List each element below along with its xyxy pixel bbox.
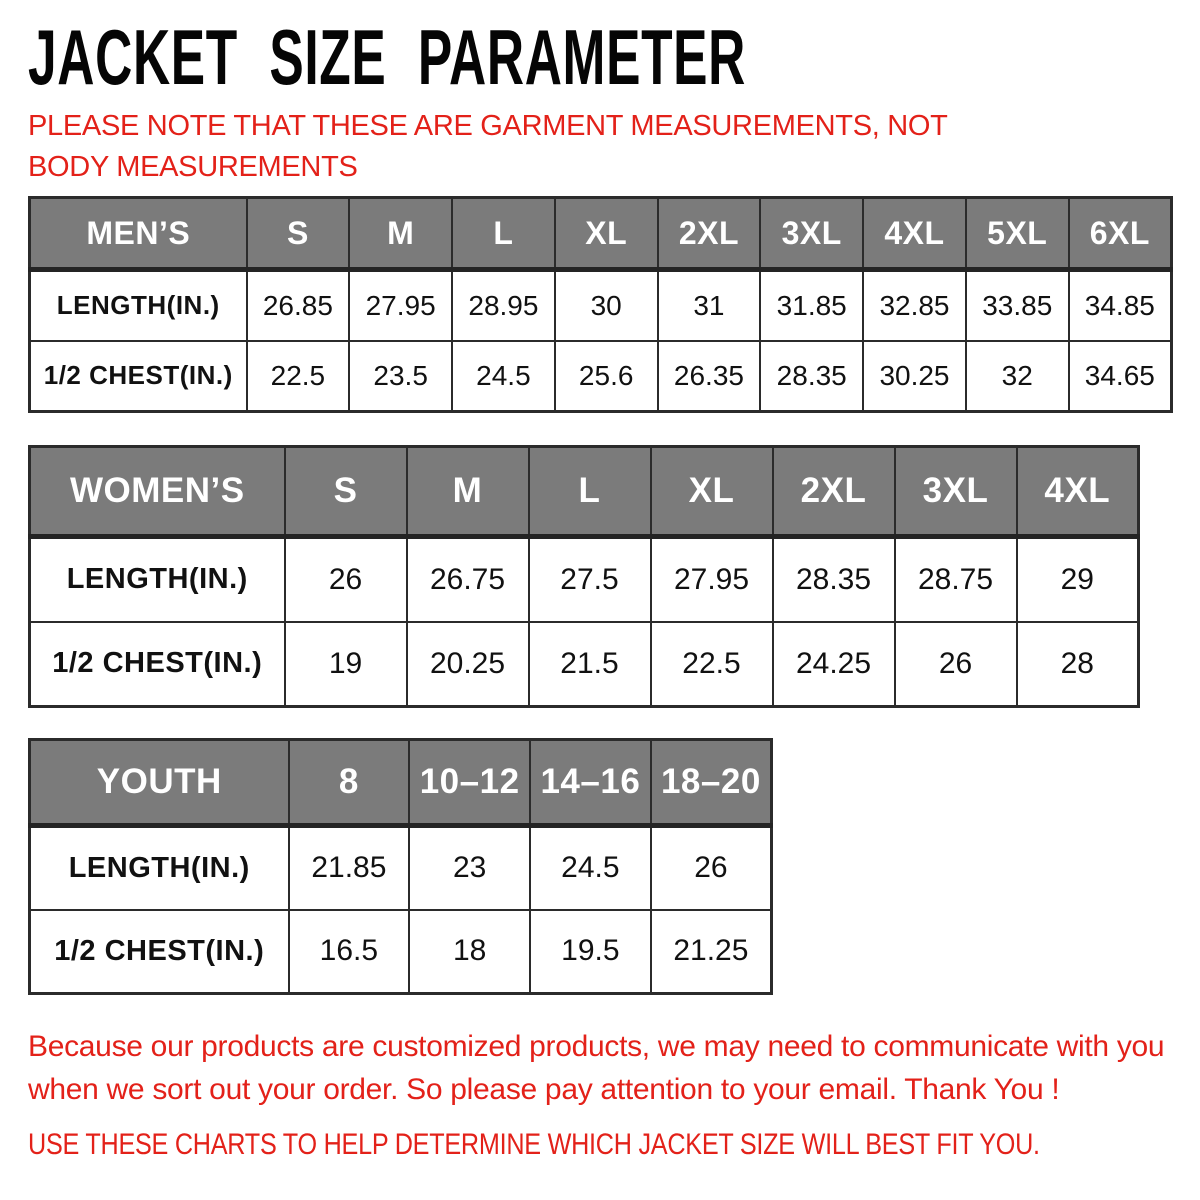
womens-table-title-cell: WOMEN’S <box>30 447 285 537</box>
row-label-cell: LENGTH(IN.) <box>30 826 289 910</box>
size-value-cell: 21.85 <box>289 826 410 910</box>
size-value-cell: 24.25 <box>773 622 895 707</box>
size-value-cell: 33.85 <box>966 270 1069 341</box>
size-column-header: M <box>407 447 529 537</box>
row-label-cell: LENGTH(IN.) <box>30 537 285 622</box>
size-column-header: 18–20 <box>651 740 772 826</box>
size-value-cell: 31.85 <box>760 270 863 341</box>
size-value-cell: 28.35 <box>773 537 895 622</box>
size-value-cell: 34.65 <box>1069 341 1172 412</box>
garment-measurement-note: PLEASE NOTE THAT THESE ARE GARMENT MEASUREMENTS, NOT BODY MEASUREMENTS <box>28 110 948 184</box>
size-value-cell: 27.95 <box>651 537 773 622</box>
row-label-cell: 1/2 CHEST(IN.) <box>30 910 289 994</box>
size-column-header: 5XL <box>966 198 1069 270</box>
size-column-header: M <box>349 198 452 270</box>
size-column-header: 8 <box>289 740 410 826</box>
size-value-cell: 32 <box>966 341 1069 412</box>
chart-usage-instruction: USE THESE CHARTS TO HELP DETERMINE WHICH JACKET SIZE WILL BEST FIT YOU. <box>28 1128 1040 1161</box>
size-value-cell: 20.25 <box>407 622 529 707</box>
youth-table-title-cell: YOUTH <box>30 740 289 826</box>
size-value-cell: 23 <box>409 826 530 910</box>
size-value-cell: 19 <box>285 622 407 707</box>
table-row <box>30 910 772 994</box>
size-value-cell: 21.25 <box>651 910 772 994</box>
size-value-cell: 27.95 <box>349 270 452 341</box>
table-row <box>30 826 772 910</box>
table-row <box>30 341 1172 412</box>
size-value-cell: 22.5 <box>247 341 350 412</box>
size-value-cell: 27.5 <box>529 537 651 622</box>
size-column-header: L <box>452 198 555 270</box>
size-value-cell: 28.95 <box>452 270 555 341</box>
size-column-header: L <box>529 447 651 537</box>
size-column-header: 10–12 <box>409 740 530 826</box>
size-value-cell: 19.5 <box>530 910 651 994</box>
size-value-cell: 16.5 <box>289 910 410 994</box>
table-row <box>30 622 1139 707</box>
size-value-cell: 31 <box>658 270 761 341</box>
size-column-header: 6XL <box>1069 198 1172 270</box>
mens-table-title-cell: MEN’S <box>30 198 247 270</box>
size-value-cell: 23.5 <box>349 341 452 412</box>
size-column-header: S <box>285 447 407 537</box>
size-value-cell: 26.35 <box>658 341 761 412</box>
size-column-header: XL <box>555 198 658 270</box>
size-value-cell: 34.85 <box>1069 270 1172 341</box>
mens-size-table <box>28 196 1173 413</box>
womens-size-table <box>28 445 1140 708</box>
size-value-cell: 26 <box>651 826 772 910</box>
youth-size-table <box>28 738 773 995</box>
row-label-cell: LENGTH(IN.) <box>30 270 247 341</box>
size-value-cell: 28.75 <box>895 537 1017 622</box>
size-value-cell: 30 <box>555 270 658 341</box>
size-value-cell: 26.85 <box>247 270 350 341</box>
size-value-cell: 30.25 <box>863 341 966 412</box>
page-title: JACKET SIZE PARAMETER <box>28 13 747 101</box>
size-value-cell: 26 <box>285 537 407 622</box>
size-column-header: 2XL <box>773 447 895 537</box>
size-column-header: 3XL <box>760 198 863 270</box>
customization-communication-note: Because our products are customized products, we may need to communicate with you when we sort out your order. So please pay attention to your email. Thank You ! <box>28 1030 1165 1106</box>
size-value-cell: 21.5 <box>529 622 651 707</box>
size-value-cell: 18 <box>409 910 530 994</box>
size-value-cell: 26 <box>895 622 1017 707</box>
size-value-cell: 32.85 <box>863 270 966 341</box>
size-value-cell: 28.35 <box>760 341 863 412</box>
size-column-header: 14–16 <box>530 740 651 826</box>
size-value-cell: 22.5 <box>651 622 773 707</box>
size-column-header: 4XL <box>1017 447 1139 537</box>
size-column-header: S <box>247 198 350 270</box>
size-value-cell: 24.5 <box>530 826 651 910</box>
size-value-cell: 25.6 <box>555 341 658 412</box>
table-row <box>30 537 1139 622</box>
row-label-cell: 1/2 CHEST(IN.) <box>30 622 285 707</box>
size-column-header: 3XL <box>895 447 1017 537</box>
size-column-header: XL <box>651 447 773 537</box>
row-label-cell: 1/2 CHEST(IN.) <box>30 341 247 412</box>
size-value-cell: 29 <box>1017 537 1139 622</box>
size-value-cell: 28 <box>1017 622 1139 707</box>
table-row <box>30 270 1172 341</box>
size-value-cell: 24.5 <box>452 341 555 412</box>
size-column-header: 2XL <box>658 198 761 270</box>
size-column-header: 4XL <box>863 198 966 270</box>
size-value-cell: 26.75 <box>407 537 529 622</box>
